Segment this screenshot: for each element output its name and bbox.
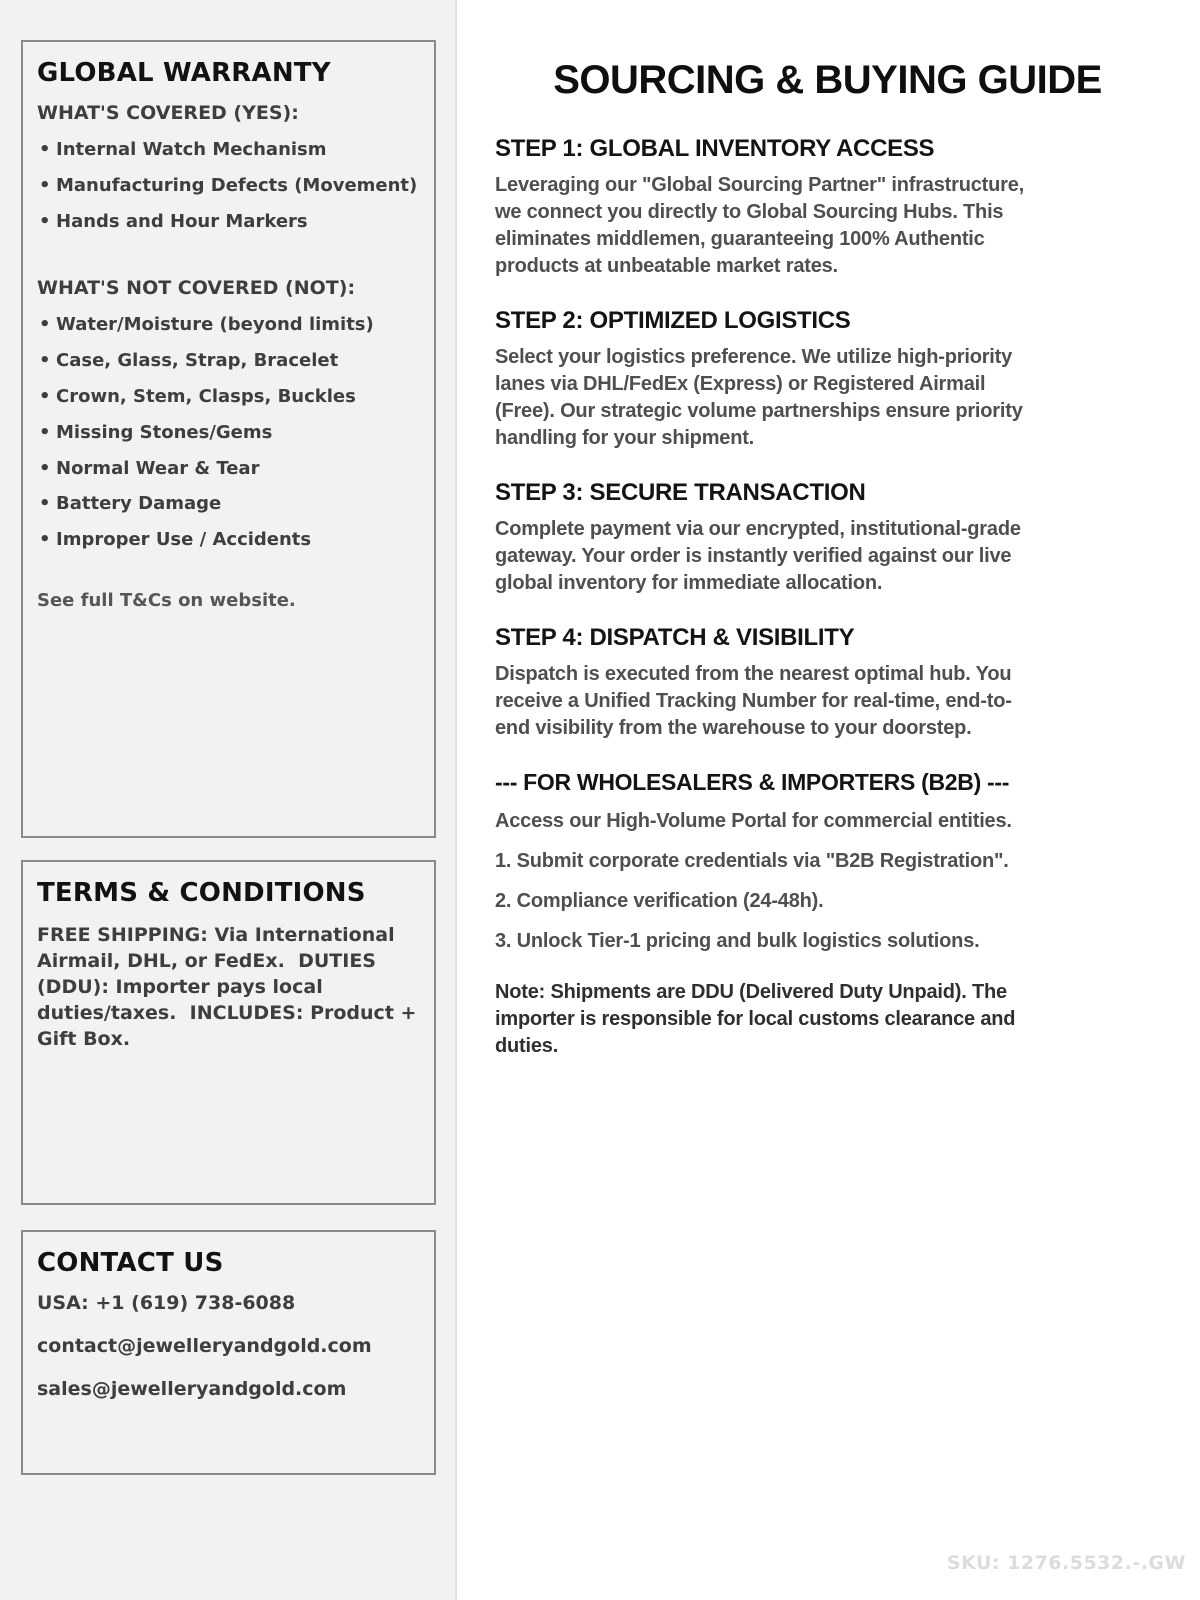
not-covered-item: • Battery Damage [37, 494, 420, 514]
contact-box [21, 1230, 436, 1475]
b2b-heading: --- FOR WHOLESALERS & IMPORTERS (B2B) --- [495, 769, 1010, 795]
warranty-title: GLOBAL WARRANTY [37, 58, 331, 88]
page-title: SOURCING & BUYING GUIDE [553, 58, 1102, 102]
step-4-heading: STEP 4: DISPATCH & VISIBILITY [495, 624, 855, 651]
not-covered-item: • Missing Stones/Gems [37, 423, 420, 443]
step-3-body: Complete payment via our encrypted, institutional-grade gateway. Your order is instantly verified against our live global inventory for immediate allocation. [495, 518, 1021, 594]
not-covered-item: • Normal Wear & Tear [37, 459, 420, 479]
b2b-item: 2. Compliance verification (24-48h). [495, 890, 824, 912]
step-3-heading: STEP 3: SECURE TRANSACTION [495, 479, 866, 506]
step-4-section [495, 624, 1160, 742]
contact-email: contact@jewelleryandgold.com [37, 1335, 372, 1357]
terms-title: TERMS & CONDITIONS [37, 878, 366, 908]
not-covered-item: • Water/Moisture (beyond limits) [37, 315, 420, 335]
terms-box [21, 860, 436, 1205]
warranty-footnote: See full T&Cs on website. [37, 589, 296, 611]
terms-body: FREE SHIPPING: Via International Airmail, DHL, or FedEx. DUTIES (DDU): Importer pays local duties/taxes. INCLUDES: Product + Gift Box. [37, 924, 424, 1050]
not-covered-list [37, 315, 420, 550]
contact-title: CONTACT US [37, 1248, 224, 1278]
sales-email: sales@jewelleryandgold.com [37, 1378, 347, 1400]
step-1-heading: STEP 1: GLOBAL INVENTORY ACCESS [495, 135, 935, 162]
covered-item: • Hands and Hour Markers [37, 212, 420, 232]
step-3-section [495, 479, 1160, 597]
step-1-body: Leveraging our "Global Sourcing Partner" infrastructure, we connect you directly to Global Sourcing Hubs. This eliminates middlemen, guaranteeing 100% Authentic products at unbeatable market rates. [495, 174, 1024, 277]
step-2-body: Select your logistics preference. We utilize high-priority lanes via DHL/FedEx (Express) or Registered Airmail (Free). Our strategic volume partnerships ensure priority handling for your shipment. [495, 346, 1023, 449]
step-2-heading: STEP 2: OPTIMIZED LOGISTICS [495, 307, 851, 334]
covered-heading: WHAT'S COVERED (YES): [37, 102, 299, 124]
step-2-section [495, 307, 1160, 452]
not-covered-item: • Crown, Stem, Clasps, Buckles [37, 387, 420, 407]
b2b-intro: Access our High-Volume Portal for commercial entities. [495, 810, 1012, 832]
b2b-section [495, 769, 1160, 1060]
not-covered-item: • Improper Use / Accidents [37, 530, 420, 550]
covered-item: • Internal Watch Mechanism [37, 140, 420, 160]
contact-phone: USA: +1 (619) 738-6088 [37, 1292, 296, 1314]
global-warranty-box [21, 40, 436, 838]
covered-list [37, 140, 420, 231]
b2b-item: 3. Unlock Tier-1 pricing and bulk logistics solutions. [495, 930, 980, 952]
not-covered-item: • Case, Glass, Strap, Bracelet [37, 351, 420, 371]
main-content [457, 0, 1200, 1600]
covered-item: • Manufacturing Defects (Movement) [37, 176, 420, 196]
step-1-section [495, 135, 1160, 280]
step-4-body: Dispatch is executed from the nearest optimal hub. You receive a Unified Tracking Number for real-time, end-to-end visibility from the warehouse to your doorstep. [495, 663, 1012, 739]
b2b-note: Note: Shipments are DDU (Delivered Duty Unpaid). The importer is responsible for local customs clearance and duties. [495, 981, 1016, 1057]
sidebar [0, 0, 457, 1600]
sku-label: SKU: 1276.5532.-.GW [946, 1552, 1186, 1574]
not-covered-heading: WHAT'S NOT COVERED (NOT): [37, 277, 356, 300]
b2b-item: 1. Submit corporate credentials via "B2B Registration". [495, 850, 1009, 872]
